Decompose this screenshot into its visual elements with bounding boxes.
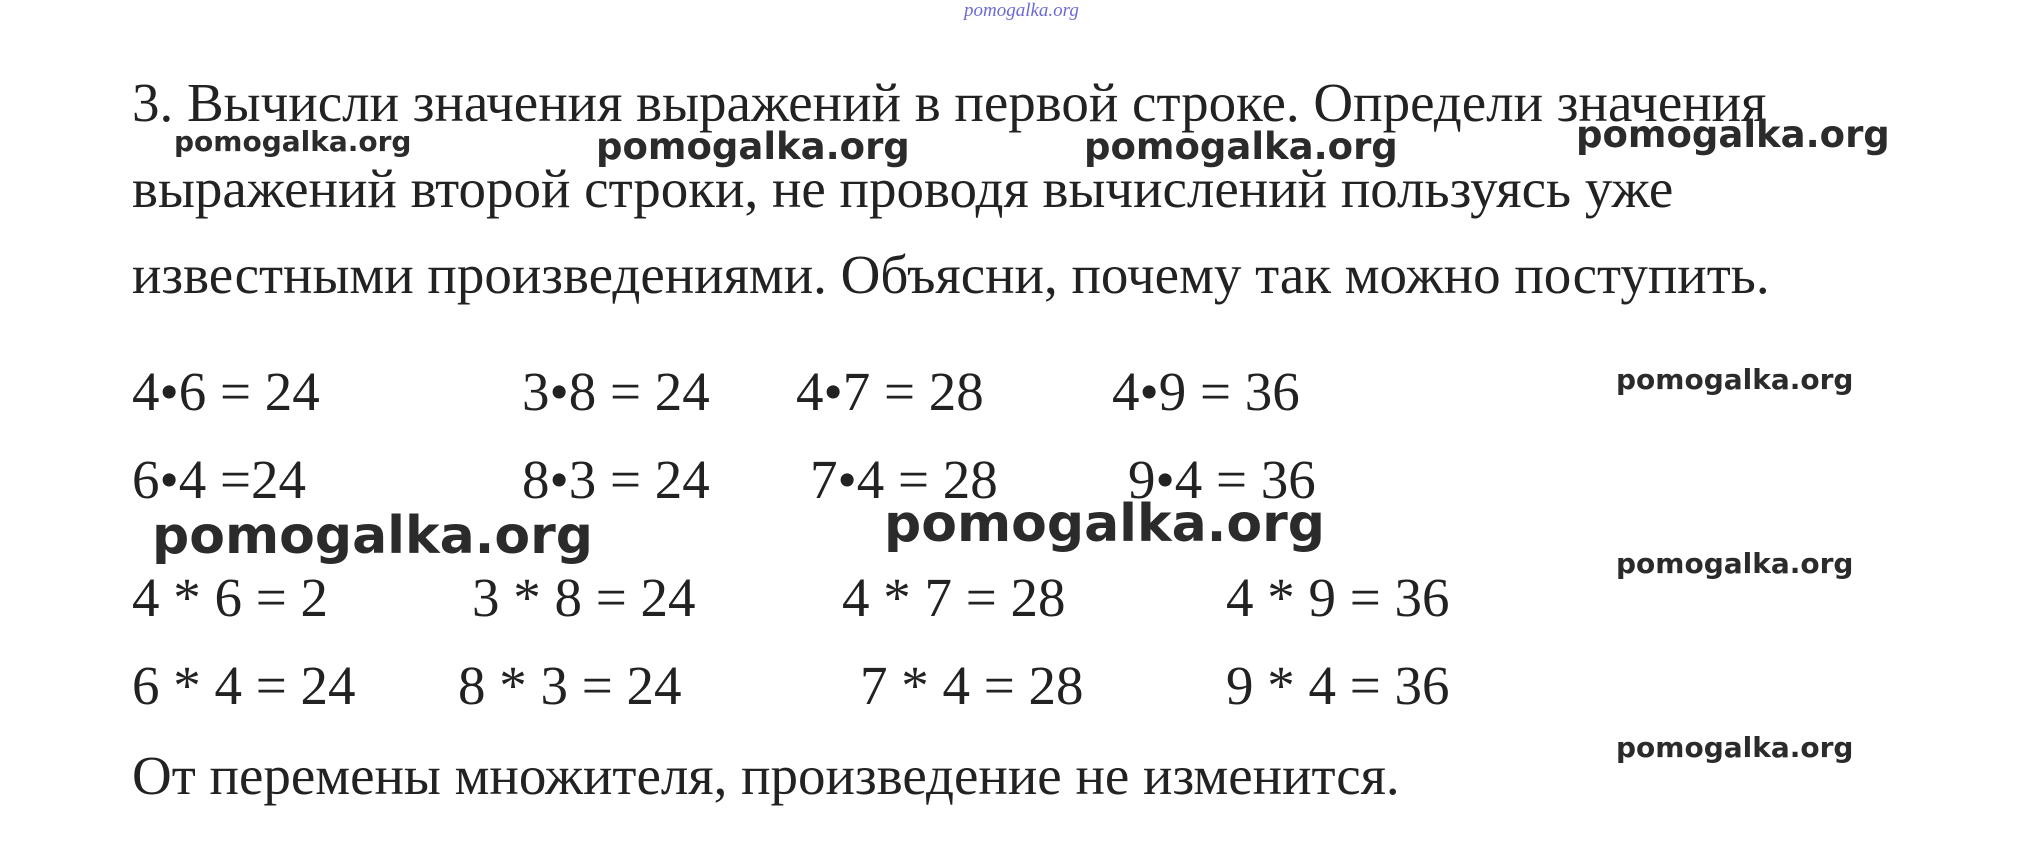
equation-row1-4: 4•9 = 36: [1112, 361, 1300, 422]
equation-row3-4: 4 * 9 = 36: [1226, 567, 1450, 628]
watermark-logo: pomogalka.org: [1616, 363, 1854, 396]
equation-row3-2: 3 * 8 = 24: [472, 567, 696, 628]
watermark-logo: pomogalka.org: [596, 125, 910, 168]
watermark-logo: pomogalka.org: [1616, 731, 1854, 764]
watermark-logo: pomogalka.org: [1616, 547, 1854, 580]
watermark-logo: pomogalka.org: [174, 125, 412, 158]
watermark-logo: pomogalka.org: [152, 506, 594, 566]
equation-row4-3: 7 * 4 = 28: [860, 655, 1084, 716]
watermark-logo: pomogalka.org: [884, 494, 1326, 554]
equation-row1-1: 4•6 = 24: [132, 361, 320, 422]
equation-row4-1: 6 * 4 = 24: [132, 655, 356, 716]
task-text-line-3: известными произведениями. Объясни, почему так можно поступить.: [132, 244, 1770, 305]
equation-row4-2: 8 * 3 = 24: [458, 655, 682, 716]
equation-row2-2: 8•3 = 24: [522, 449, 710, 510]
equation-row2-3: 7•4 = 28: [810, 449, 998, 510]
equation-row3-3: 4 * 7 = 28: [842, 567, 1066, 628]
watermark-logo: pomogalka.org: [1576, 113, 1890, 156]
task-text-line-2: выражений второй строки, не проводя вычислений пользуясь уже: [132, 158, 1674, 219]
conclusion-text: От перемены множителя, произведение не изменится.: [132, 745, 1400, 806]
equation-row2-4: 9•4 = 36: [1128, 449, 1316, 510]
equation-row4-4: 9 * 4 = 36: [1226, 655, 1450, 716]
equation-row1-2: 3•8 = 24: [522, 361, 710, 422]
watermark-logo: pomogalka.org: [1084, 125, 1398, 168]
header-site-link[interactable]: pomogalka.org: [964, 0, 1079, 21]
equation-row1-3: 4•7 = 28: [796, 361, 984, 422]
task-text-line-1: 3. Вычисли значения выражений в первой строке. Определи значения: [132, 72, 1767, 133]
equation-row3-1: 4 * 6 = 2: [132, 567, 329, 628]
equation-row2-1: 6•4 =24: [132, 449, 307, 510]
